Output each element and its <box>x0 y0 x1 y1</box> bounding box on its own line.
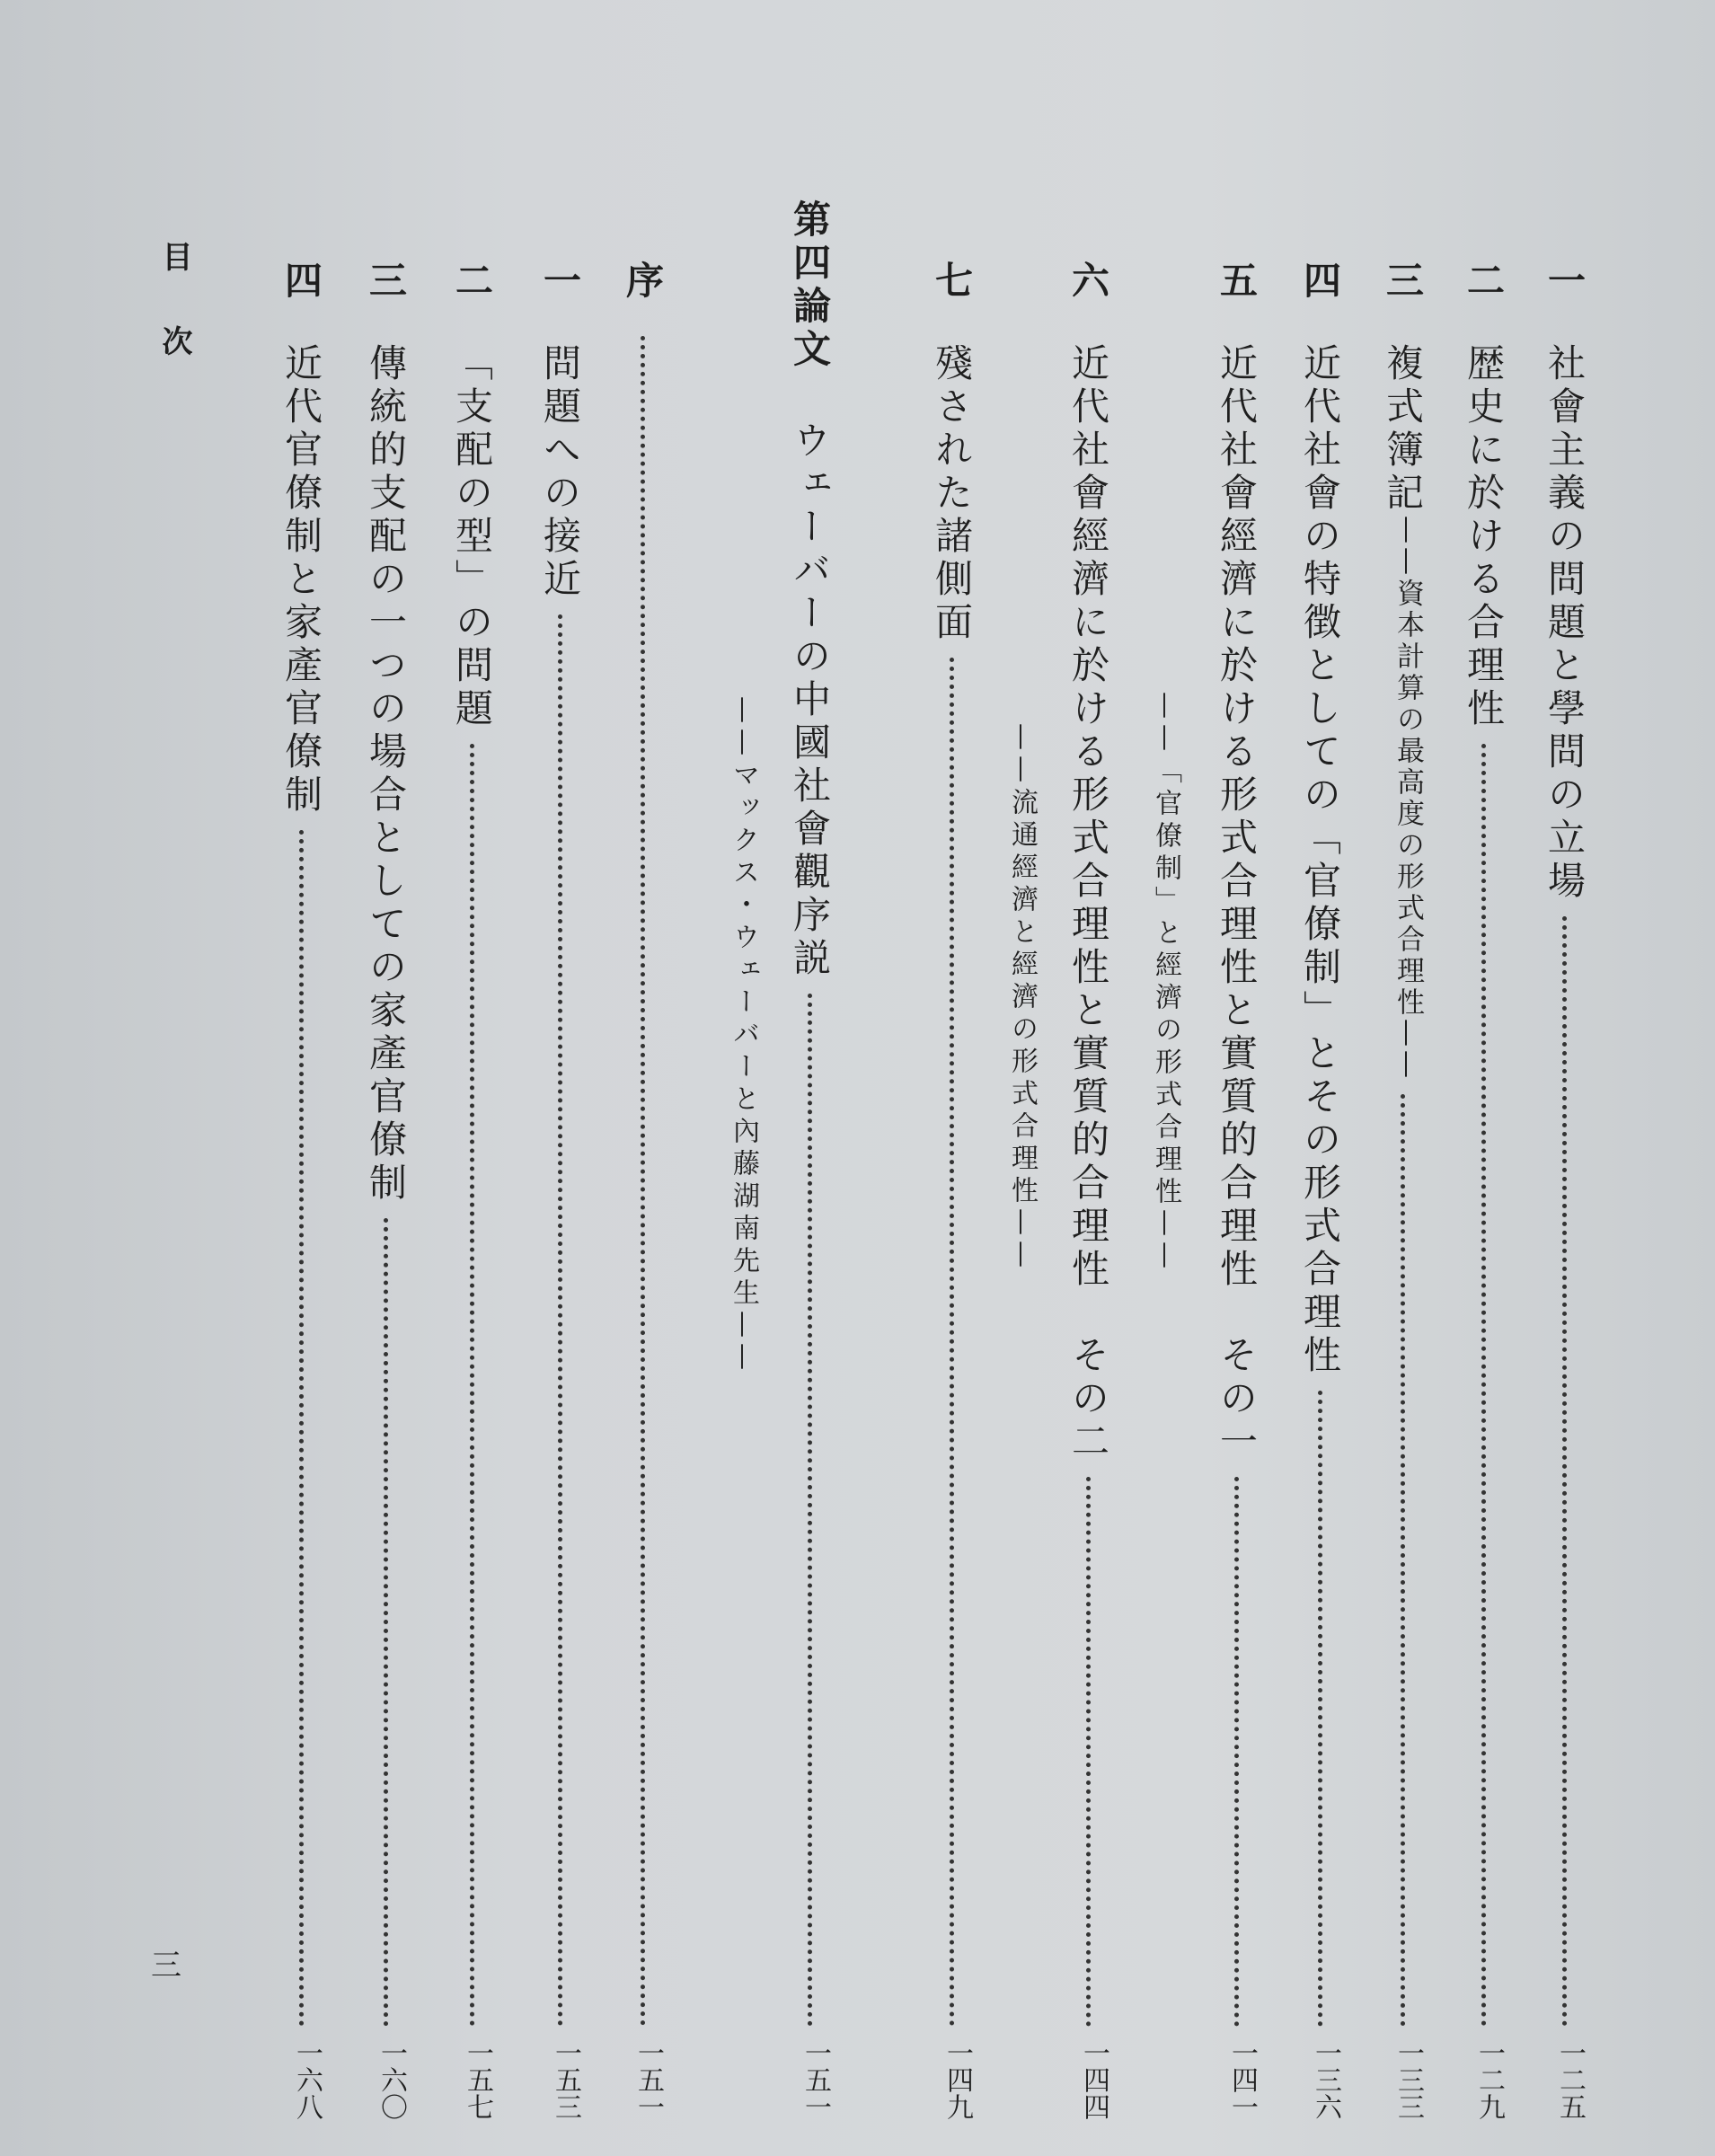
entry-page: 一三六 <box>1310 2039 1341 2120</box>
entry-title: 社會主義の問題と學問の立場 <box>1543 343 1587 904</box>
toc-entry[interactable] <box>930 261 974 2120</box>
entry-page: 一四九 <box>941 2039 973 2120</box>
dot-leader <box>1481 744 1486 2027</box>
entry-title: ウェーバーの中國社會觀序説 <box>788 420 832 981</box>
toc-entry[interactable] <box>364 261 408 2120</box>
entry-page: 一五三 <box>550 2039 581 2120</box>
dot-leader <box>1401 1094 1405 2027</box>
dot-leader <box>1234 1477 1239 2027</box>
dot-leader <box>1318 1391 1322 2027</box>
toc-entry[interactable] <box>1543 261 1587 2120</box>
toc-entry[interactable] <box>1215 261 1259 2120</box>
dot-leader <box>470 744 474 2027</box>
entry-page: 一二九 <box>1473 2039 1505 2120</box>
dot-leader <box>384 1218 388 2027</box>
dot-leader <box>1562 916 1567 2027</box>
entry-continuation: ——流通經濟と經濟の形式合理性—— <box>1006 723 1038 1273</box>
entry-page: 一四一 <box>1226 2039 1258 2120</box>
dot-leader <box>558 614 562 2027</box>
dot-leader <box>950 658 954 2027</box>
entry-number: 七 <box>930 261 974 304</box>
entry-title: 問題への接近 <box>538 343 582 602</box>
entry-title: 近代社會の特徴としての「官僚制」とその形式合理性 <box>1298 343 1342 1378</box>
toc-entry[interactable] <box>1381 261 1425 2120</box>
toc-entry[interactable] <box>450 261 494 2120</box>
running-header: 目次 <box>156 241 192 410</box>
entry-title: 歴史に於ける合理性 <box>1462 343 1506 731</box>
entry-page: 一六〇 <box>376 2039 407 2120</box>
entry-page: 一三三 <box>1392 2039 1424 2120</box>
dot-leader <box>299 830 304 2027</box>
toc-entry[interactable] <box>788 199 832 2120</box>
toc-entry[interactable] <box>1066 261 1110 2120</box>
dot-leader <box>1086 1477 1091 2027</box>
toc-entry[interactable] <box>1462 261 1506 2120</box>
entry-number: 第四論文 <box>788 199 832 372</box>
entry-number: 四 <box>1298 261 1342 304</box>
entry-number: 二 <box>450 261 494 304</box>
dot-leader <box>808 994 812 2027</box>
entry-number: 序 <box>621 261 665 304</box>
entry-number: 三 <box>364 261 408 304</box>
entry-title: 近代社會經濟に於ける形式合理性と實質的合理性 その一 <box>1215 343 1259 1464</box>
entry-number: 三 <box>1381 261 1425 304</box>
entry-continuation: ——「官僚制」と經濟の形式合理性—— <box>1150 692 1181 1274</box>
toc-entry[interactable] <box>279 261 323 2120</box>
entry-title: 傳統的支配の一つの場合としての家產官僚制 <box>364 343 408 1206</box>
entry-page: 一四四 <box>1078 2039 1109 2120</box>
entry-number: 二 <box>1462 261 1506 304</box>
entry-number: 六 <box>1066 261 1110 304</box>
entry-number: 五 <box>1215 261 1259 304</box>
entry-page: 一五一 <box>800 2039 831 2120</box>
entry-number: 一 <box>538 261 582 304</box>
entry-page: 一五七 <box>462 2039 493 2120</box>
entry-number: 四 <box>279 261 323 304</box>
entry-page: 一六八 <box>291 2039 323 2120</box>
entry-page: 一五一 <box>632 2039 664 2120</box>
entry-subtitle: ——資本計算の最高度の形式合理性—— <box>1392 516 1424 1082</box>
entry-continuation: ——マックス・ウェーバーと內藤湖南先生—— <box>728 696 759 1375</box>
entry-title: 「支配の型」の問題 <box>450 343 494 731</box>
entry-title: 複式簿記 <box>1381 343 1425 516</box>
toc-entry[interactable] <box>1298 261 1342 2120</box>
page-folio: 三 <box>151 1948 181 1984</box>
entry-title: 殘された諸側面 <box>930 343 974 645</box>
toc-entry[interactable] <box>538 261 582 2120</box>
entry-number: 一 <box>1543 261 1587 304</box>
toc-entry[interactable] <box>621 261 665 2120</box>
entry-page: 一二五 <box>1554 2039 1586 2120</box>
entry-title: 近代社會經濟に於ける形式合理性と實質的合理性 その二 <box>1066 343 1110 1464</box>
dot-leader <box>641 336 645 2027</box>
entry-title: 近代官僚制と家產官僚制 <box>279 343 323 817</box>
